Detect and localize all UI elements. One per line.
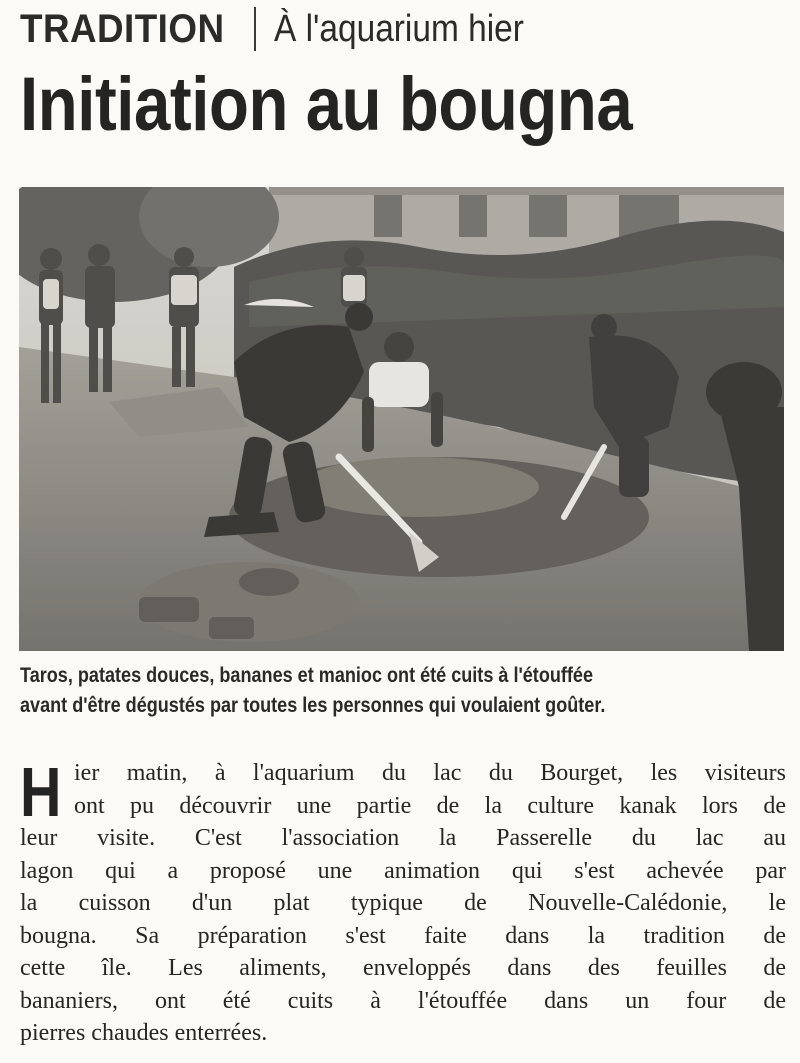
- caption-line: Taros, patates douces, bananes et manioc ont été cuits à l'étouffée: [20, 664, 594, 687]
- article-body: [20, 753, 786, 1050]
- article-line: la cuisson d'un plat typique de Nouvelle-Calédonie, le: [20, 890, 786, 916]
- headline: Initiation au bougna: [20, 62, 633, 147]
- article-line: leur visite. C'est l'association la Passerelle du lac au: [20, 825, 786, 851]
- article-line: pierres chaudes enterrées.: [20, 1020, 268, 1046]
- drop-cap: H: [20, 753, 62, 831]
- article-line: bananiers, ont été cuits à l'étouffée dans un four de: [20, 987, 786, 1014]
- article-line: bougna. Sa préparation s'est faite dans la tradition de: [20, 922, 786, 949]
- photo-illustration: [19, 187, 784, 651]
- article-line: ont pu découvrir une partie de la culture kanak lors de: [74, 792, 786, 819]
- kicker-divider: [254, 7, 256, 51]
- section-label: TRADITION: [20, 6, 225, 51]
- caption-line: avant d'être dégustés par toutes les personnes qui voulaient goûter.: [20, 694, 606, 717]
- kicker: [20, 4, 558, 54]
- kicker-subtitle: À l'aquarium hier: [274, 7, 525, 50]
- article-line: lagon qui a proposé une animation qui s'est achevée par: [20, 857, 786, 884]
- article-line: cette île. Les aliments, enveloppés dans des feuilles de: [20, 955, 786, 981]
- article-line: ier matin, à l'aquarium du lac du Bourget, les visiteurs: [74, 760, 786, 786]
- article-photo: [19, 187, 784, 651]
- photo-caption: [20, 661, 790, 721]
